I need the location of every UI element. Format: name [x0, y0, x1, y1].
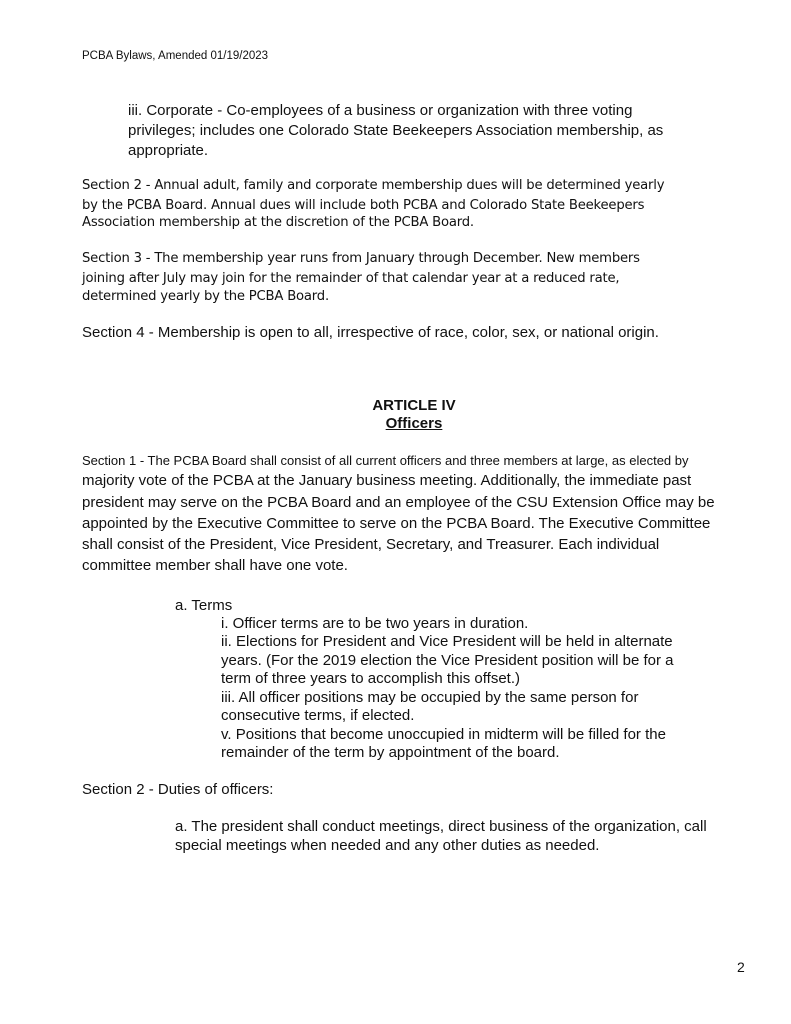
terms-line: ii. Elections for President and Vice President will be held in alternate [221, 633, 673, 650]
section1-line: shall consist of the President, Vice President, Secretary, and Treasurer. Each individual [82, 536, 660, 553]
section1-line: appointed by the Executive Committee to serve on the PCBA Board. The Executive Committee [82, 515, 711, 532]
section2-line: Association membership at the discretion of the PCBA Board. [82, 215, 474, 230]
article-subtitle: Officers [385, 415, 443, 432]
duties-line: special meetings when needed and any other duties as needed. [175, 837, 600, 854]
terms-line: iii. All officer positions may be occupied by the same person for [221, 689, 639, 706]
section3-line: Section 3 - The membership year runs from January through December. New members [82, 251, 640, 266]
section1-line: president may serve on the PCBA Board and an employee of the CSU Extension Office may be [82, 494, 715, 511]
item-iii-line: iii. Corporate - Co-employees of a business or organization with three voting [128, 102, 633, 119]
section2-line: by the PCBA Board. Annual dues will include both PCBA and Colorado State Beekeepers [82, 198, 645, 213]
duties-line: a. The president shall conduct meetings, direct business of the organization, call [175, 818, 707, 835]
terms-line: i. Officer terms are to be two years in duration. [221, 615, 529, 632]
section4-text: Section 4 - Membership is open to all, irrespective of race, color, sex, or national origin. [82, 324, 659, 341]
section3-line: joining after July may join for the remainder of that calendar year at a reduced rate, [82, 271, 620, 286]
page-number: 2 [737, 959, 745, 975]
section2-line: Section 2 - Annual adult, family and corporate membership dues will be determined yearly [82, 178, 665, 193]
terms-line: remainder of the term by appointment of the board. [221, 744, 560, 761]
section1-line: majority vote of the PCBA at the January business meeting. Additionally, the immediate past [82, 472, 692, 489]
article-title: ARTICLE IV [372, 397, 456, 414]
page-header: PCBA Bylaws, Amended 01/19/2023 [82, 50, 269, 62]
item-iii-line: privileges; includes one Colorado State Beekeepers Association membership, as [128, 122, 664, 139]
terms-line: years. (For the 2019 election the Vice President position will be for a [221, 652, 674, 669]
terms-line: v. Positions that become unoccupied in midterm will be filled for the [221, 726, 666, 743]
terms-line: consecutive terms, if elected. [221, 707, 415, 724]
section1-line: Section 1 - The PCBA Board shall consist of all current officers and three members at large, as elected by [82, 453, 689, 468]
terms-line: term of three years to accomplish this offset.) [221, 670, 521, 687]
section1-line: committee member shall have one vote. [82, 557, 348, 574]
terms-heading: a. Terms [175, 597, 233, 614]
section2-duties-heading: Section 2 - Duties of officers: [82, 781, 274, 798]
section3-line: determined yearly by the PCBA Board. [82, 289, 329, 304]
item-iii-line: appropriate. [128, 142, 209, 159]
